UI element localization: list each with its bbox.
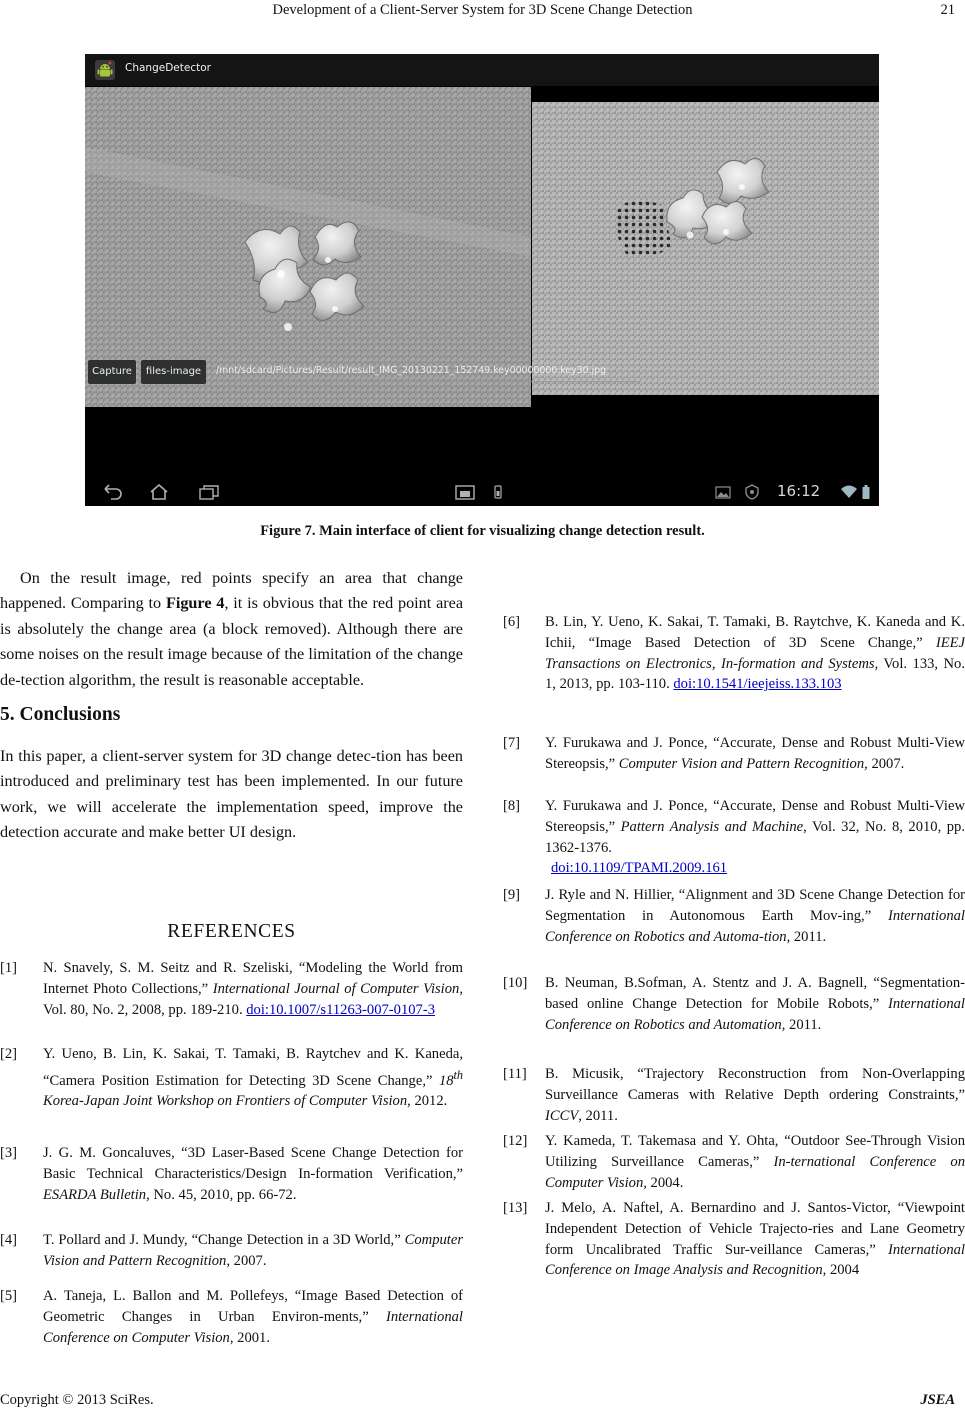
reference-number: [4] [0,1232,18,1248]
reference-text: N. Snavely, S. M. Seitz and R. Szeliski, “Modeling the World from Internet Photo Collections,” [43,960,463,997]
figure-4-reference: Figure 4 [165,594,225,613]
reference-venue: IEEJ Transactions on Electronics, In-formation and Systems [545,634,965,672]
reference-venue: Computer Vision and Pattern Recognition [43,1232,463,1269]
battery-icon [861,484,871,500]
result-path-field[interactable]: /mnt/sdcard/Pictures/Result/result_IMG_20130221_152749.key00000000.key30.jpg [213,360,641,382]
reference-text: , Vol. 133, No. 1, 2013, pp. 103-110. [545,655,965,693]
reference-venue: International Journal of Computer Vision [212,980,460,997]
app-action-bar [85,54,879,86]
reference-text: , 2012. [407,1093,448,1110]
reference-text: , Vol. 80, No. 2, 2008, pp. 189-210. [43,980,463,1018]
figure-caption: Figure 7. Main interface of client for visualizing change detection result. [260,523,705,539]
reference-text: Y. Furukawa and J. Ponce, “Accurate, Dense and Robust Multi-View Stereopsis,” [545,735,965,772]
reference-number: [11] [503,1066,527,1082]
system-nav-bar [85,479,879,506]
doi-link[interactable]: doi:10.1541/ieejeiss.133.103 [673,676,842,693]
android-app-icon [94,59,116,81]
home-icon[interactable] [149,484,169,500]
reference-text: B. Micusik, “Trajectory Reconstruction from Non-Overlapping Surveillance Cameras with Relative Depth ordering Constraints,” [545,1066,965,1103]
app-title: ChangeDetector [125,62,211,74]
wifi-icon [840,484,858,500]
reference-text: 2004. [646,1174,684,1191]
reference-venue: International Conference on Robotics and Automa-tion [545,907,965,945]
doi-link[interactable]: doi:10.1109/TPAMI.2009.161 [551,860,728,877]
conclusions-paragraph [0,744,463,846]
reference-text: , 2011. [578,1107,618,1124]
system-clock: 16:12 [777,482,821,500]
doi-link[interactable]: doi:10.1007/s11263-007-0107-3 [246,1001,436,1018]
gallery-icon [715,484,731,500]
reference-venue: International Conference on Image Analysis and Recognition [545,1241,965,1279]
para1-text-a: On the result image, red points specify an area that change happened. Comparing to [0,569,463,613]
reference-venue: Computer Vision and Pattern Recognition [618,755,865,772]
reference-number: [7] [503,735,521,751]
reference-text: , 2011. [781,1016,822,1033]
running-title: Development of a Client-Server System for 3D Scene Change Detection [272,2,693,18]
reference-venue: International Conference on Computer Vision [43,1308,463,1346]
reference-venue: Pattern Analysis and Machine [620,818,804,835]
files-image-button[interactable]: files-image [141,360,206,384]
result-paragraph [0,566,463,693]
reference-number: [13] [503,1200,528,1216]
running-head [0,2,965,24]
para1-text-b: , it is obvious that the red point area is absolutely the change area (a block removed). Although there are some noises on the result image because of the limitation of the change de-tection algorithm, the result is reasonable acceptable. [0,594,464,689]
reference-number: [5] [0,1288,18,1304]
reference-text: , 2011. [786,928,827,945]
reference-text: Y. Ueno, B. Lin, K. Sakai, T. Tamaki, B. Raytchev and K. Kaneda, “Camera Position Estimation for Detecting 3D Scene Change,” [43,1046,463,1089]
reference-text: , 2007. [864,755,905,772]
capture-button[interactable]: Capture [88,360,136,384]
reference-text: B. Lin, Y. Ueno, K. Sakai, T. Tamaki, B. Raytchve, K. Kaneda and K. Ichii, “Image Based Detection of 3D Scene Change,” [545,614,965,651]
reference-text: Y. Kameda, T. Takemasa and Y. Ohta, “Outdoor See-Through Vision Utilizing Surveillance Cameras,” [545,1133,965,1170]
recent-apps-icon[interactable] [198,484,220,500]
reference-number: [9] [503,887,521,903]
reference-number: [2] [0,1046,18,1062]
journal-footer: JSEA [920,1392,955,1408]
copyright-footer: Copyright © 2013 SciRes. [0,1392,154,1408]
back-icon[interactable] [103,484,123,500]
reference-text: J. Melo, A. Naftel, A. Bernardino and J. Santos-Victor, “Viewpoint Independent Detection of Vehicle Trajecto-ries and Lane Geometry form Uncalibrated Traffic Sur-veillance Cameras,” [545,1200,965,1258]
reference-text: T. Pollard and J. Mundy, “Change Detection in a 3D World,” [43,1232,405,1248]
page-number: 21 [940,2,955,18]
shield-icon [745,484,759,500]
app-screenshot [85,54,879,506]
battery-saver-icon [493,484,503,500]
reference-venue-sup: th [453,1067,463,1082]
reference-text: , 2001. [229,1329,270,1346]
reference-text: J. Ryle and N. Hillier, “Alignment and 3D Scene Change Detection for Segmentation in Autonomous Earth Mov-ing,” [545,887,965,924]
reference-text: , No. 45, 2010, pp. 66-72. [146,1186,297,1203]
reference-text: A. Taneja, L. Ballon and M. Pollefeys, “Image Based Detection of Geometric Changes in Urban Environ-ments,” [43,1288,463,1325]
reference-number: [3] [0,1145,18,1161]
reference-number: [8] [503,798,521,814]
reference-text: , 2004 [822,1262,860,1279]
conclusions-heading: 5. Conclusions [0,704,121,725]
reference-venue: 18 [438,1072,454,1089]
input-photo [85,87,531,407]
reference-text: , Vol. 32, No. 8, 2010, pp. 1362-1376. [545,818,965,856]
reference-text: Y. Furukawa and J. Ponce, “Accurate, Dense and Robust Multi-View Stereopsis,” [545,798,965,835]
reference-venue: In-ternational Conference on Computer Vision, [545,1153,965,1191]
conclusions-text: In this paper, a client-server system for 3D change detec-tion has been introduced and preliminary test has been implemented. In our future work, we will accelerate the implementation speed, improve the detection accurate and make better UI design. [0,747,463,842]
reference-venue: ICCV [545,1107,579,1124]
result-photo [532,102,879,395]
reference-number: [6] [503,614,521,630]
reference-number: [1] [0,960,18,976]
screenshot-icon[interactable] [455,484,475,500]
reference-venue: ESARDA Bulletin [43,1186,147,1203]
references-heading: REFERENCES [167,921,296,942]
reference-venue: Korea-Japan Joint Workshop on Frontiers of Computer Vision [43,1093,408,1110]
reference-number: [12] [503,1133,528,1149]
reference-text: B. Neuman, B.Sofman, A. Stentz and J. A. Bagnell, “Segmentation-based online Change Detection for Mobile Robots,” [545,975,965,1012]
reference-text: , 2007. [226,1252,267,1269]
reference-text: J. G. M. Goncaluves, “3D Laser-Based Scene Change Detection for Basic Technical Characteristics/Design In-formation Verification,” [43,1145,463,1182]
reference-number: [10] [503,975,528,991]
reference-venue: International Conference on Robotics and Automation [545,995,965,1033]
